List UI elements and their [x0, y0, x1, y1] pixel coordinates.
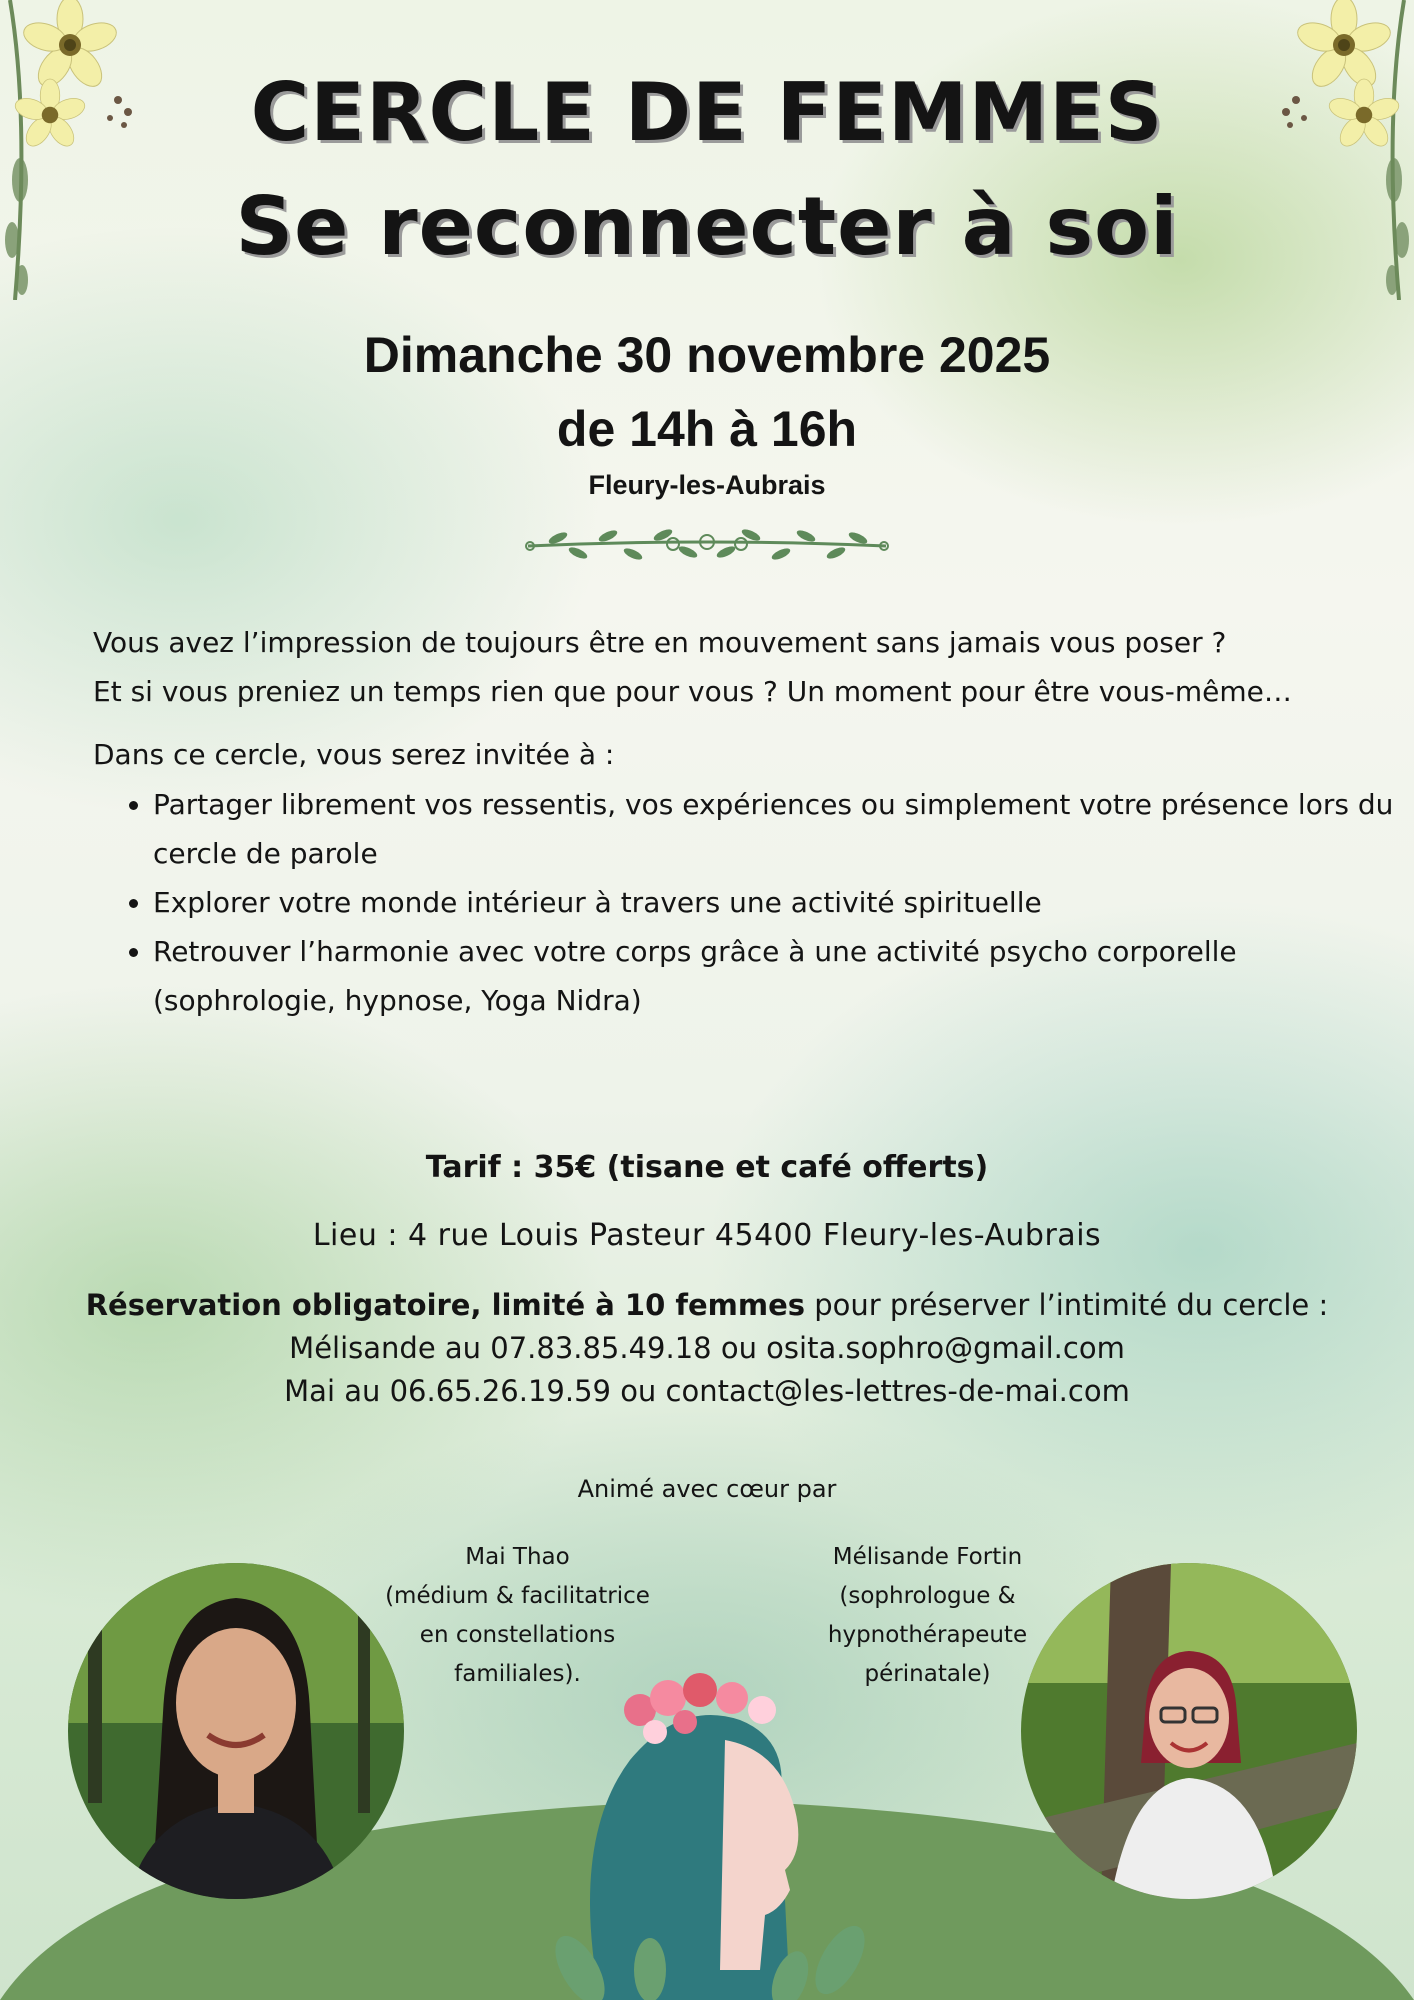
intro-line1: Vous avez l’impression de toujours être en mouvement sans jamais vous poser ?	[93, 626, 1227, 659]
host1-role-line: en constellations	[419, 1622, 616, 1648]
host1-role-line: (médium & facilitatrice	[385, 1583, 650, 1609]
host1-role-line: familiales).	[454, 1661, 581, 1687]
intro-line2: Et si vous preniez un temps rien que pour vous ? Un moment pour être vous-même…	[93, 675, 1292, 708]
leaf-divider-ornament-icon	[518, 518, 896, 568]
host2-name: Mélisande Fortin	[832, 1544, 1023, 1570]
host1-name: Mai Thao	[465, 1544, 570, 1570]
reservation-block	[0, 1284, 1414, 1413]
event-city: Fleury-les-Aubrais	[588, 470, 826, 500]
host1-photo	[68, 1563, 404, 1899]
title-line1: CERCLE DE FEMMES	[250, 66, 1164, 159]
contact-melisande: Mélisande au 07.83.85.49.18 ou osita.sophro@gmail.com	[289, 1331, 1125, 1365]
host2-photo	[1021, 1563, 1357, 1899]
contact-mai: Mai au 06.65.26.19.59 ou contact@les-lettres-de-mai.com	[284, 1374, 1130, 1408]
host2-role-line: hypnothérapeute	[827, 1622, 1028, 1648]
host2-role-line: (sophrologue &	[839, 1583, 1016, 1609]
event-date: Dimanche 30 novembre 2025	[363, 327, 1051, 383]
event-hours: de 14h à 16h	[556, 401, 858, 457]
title-line2: Se reconnecter à soi	[235, 180, 1179, 273]
list-item: • Explorer votre monde intérieur à travers une activité spirituelle	[153, 878, 1403, 927]
price: Tarif : 35€ (tisane et café offerts)	[425, 1150, 989, 1185]
hosts-intro: Animé avec cœur par	[577, 1475, 837, 1503]
reservation-rest: pour préserver l’intimité du cercle :	[805, 1288, 1329, 1322]
woman-flower-crown-illustration-icon	[540, 1640, 900, 2000]
intro-lead: Dans ce cercle, vous serez invitée à :	[93, 738, 615, 771]
reservation-bold: Réservation obligatoire, limité à 10 femmes	[85, 1288, 806, 1322]
venue-address: Lieu : 4 rue Louis Pasteur 45400 Fleury-les-Aubrais	[312, 1218, 1102, 1253]
host2-role-line: périnatale)	[864, 1661, 991, 1687]
reservation-line	[0, 1284, 1414, 1327]
activity-list	[93, 780, 1403, 1025]
list-item: • Retrouver l’harmonie avec votre corps grâce à une activité psycho corporelle (sophrologie, hypnose, Yoga Nidra)	[153, 927, 1403, 1025]
list-item: • Partager librement vos ressentis, vos expériences ou simplement votre présence lors du cercle de parole	[153, 780, 1403, 878]
